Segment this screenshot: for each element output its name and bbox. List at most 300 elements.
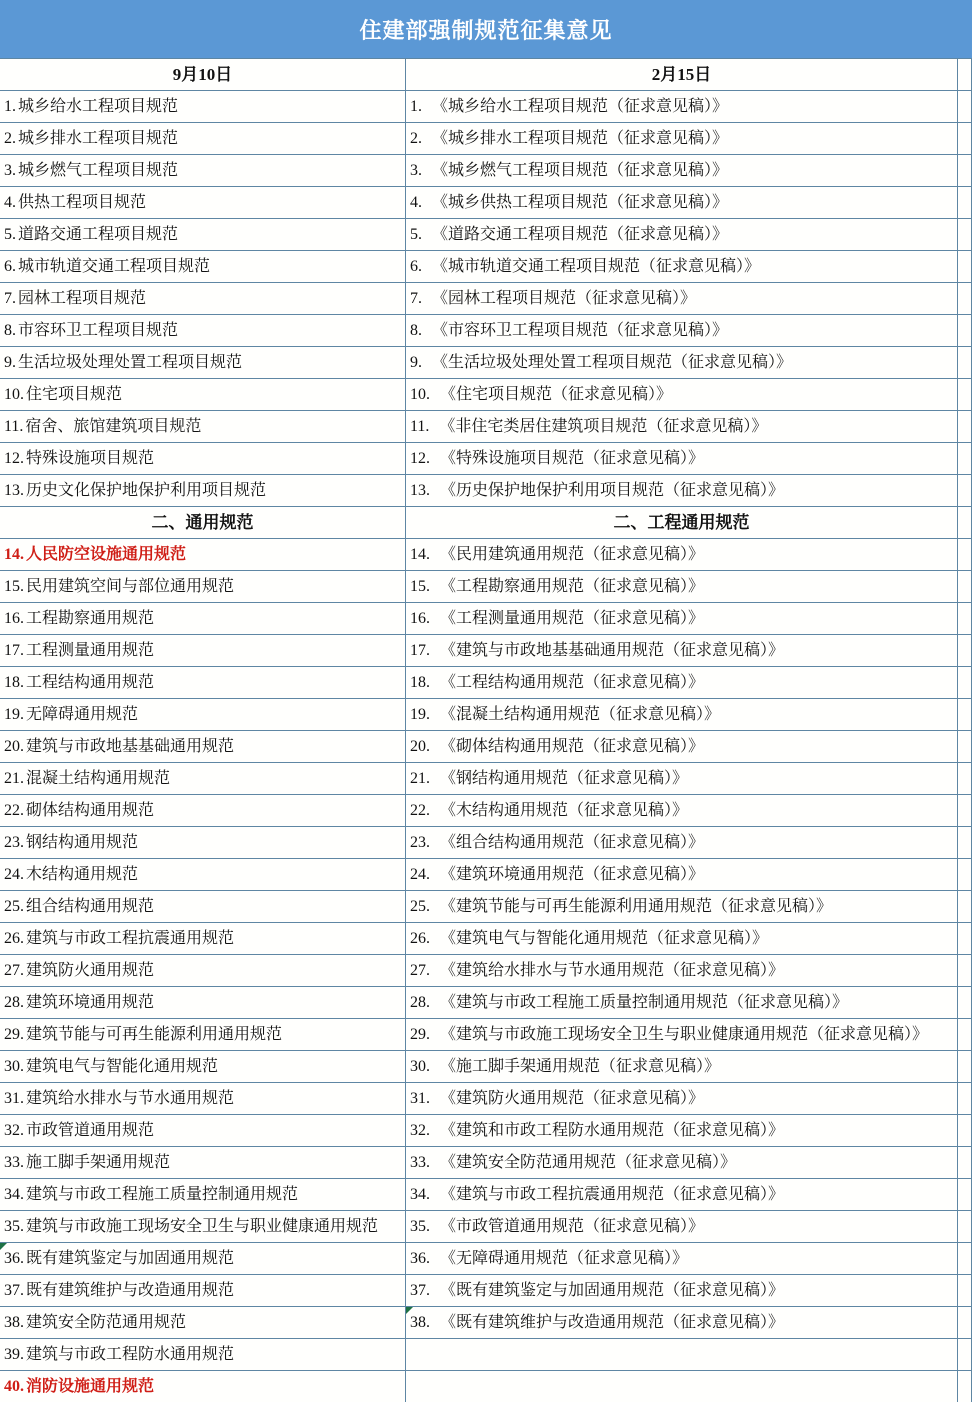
row-number: 28. bbox=[4, 993, 24, 1011]
row-text: 《既有建筑维护与改造通用规范（征求意见稿）》 bbox=[440, 1313, 785, 1331]
row-text: 《城市轨道交通工程项目规范（征求意见稿）》 bbox=[432, 257, 761, 275]
edge-cell bbox=[958, 891, 972, 922]
cell-right[interactable] bbox=[406, 539, 958, 570]
edge-cell bbox=[958, 251, 972, 282]
table-row bbox=[0, 955, 972, 987]
edge-cell bbox=[958, 827, 972, 858]
table-row bbox=[0, 155, 972, 187]
row-text: 道路交通工程项目规范 bbox=[18, 225, 179, 243]
cell-left[interactable] bbox=[0, 1115, 406, 1146]
row-number: 37. bbox=[410, 1281, 430, 1299]
cell-left[interactable] bbox=[0, 731, 406, 762]
row-number: 36. bbox=[410, 1249, 430, 1267]
cell-left[interactable] bbox=[0, 635, 406, 666]
row-text: 市容环卫工程项目规范 bbox=[18, 321, 179, 339]
row-text: 《工程测量通用规范（征求意见稿）》 bbox=[440, 609, 705, 627]
cell-right[interactable] bbox=[406, 827, 958, 858]
cell-left[interactable] bbox=[0, 1051, 406, 1082]
cell-left[interactable] bbox=[0, 283, 406, 314]
edge-cell bbox=[958, 347, 972, 378]
cell-right[interactable] bbox=[406, 1051, 958, 1082]
cell-left[interactable] bbox=[0, 763, 406, 794]
row-text: 民用建筑空间与部位通用规范 bbox=[26, 577, 235, 595]
section-label-left: 二、通用规范 bbox=[151, 513, 254, 532]
edge-cell bbox=[958, 1179, 972, 1210]
edge-cell bbox=[958, 1051, 972, 1082]
row-text: 《建筑与市政地基基础通用规范（征求意见稿）》 bbox=[440, 641, 785, 659]
cell-right[interactable] bbox=[406, 1019, 958, 1050]
cell-right[interactable] bbox=[406, 1211, 958, 1242]
cell-left[interactable] bbox=[0, 251, 406, 282]
edge-cell bbox=[958, 283, 972, 314]
row-text: 人民防空设施通用规范 bbox=[26, 545, 187, 563]
edge-cell bbox=[958, 795, 972, 826]
table-row bbox=[0, 763, 972, 795]
row-number: 6. bbox=[410, 257, 422, 275]
cell-left[interactable] bbox=[0, 1147, 406, 1178]
table-row bbox=[0, 667, 972, 699]
table-row bbox=[0, 1179, 972, 1211]
table-row bbox=[0, 1083, 972, 1115]
row-number: 35. bbox=[410, 1217, 430, 1235]
cell-right[interactable] bbox=[406, 187, 958, 218]
cell-right[interactable] bbox=[406, 923, 958, 954]
cell-left[interactable] bbox=[0, 123, 406, 154]
row-text: 《建筑与市政工程抗震通用规范（征求意见稿）》 bbox=[440, 1185, 785, 1203]
row-text: 《住宅项目规范（征求意见稿）》 bbox=[440, 385, 673, 403]
cell-right[interactable] bbox=[406, 731, 958, 762]
row-text: 历史文化保护地保护利用项目规范 bbox=[26, 481, 267, 499]
cell-left[interactable] bbox=[0, 155, 406, 186]
row-number: 1. bbox=[4, 97, 16, 115]
row-text: 建筑与市政地基基础通用规范 bbox=[26, 737, 235, 755]
row-text: 施工脚手架通用规范 bbox=[26, 1153, 171, 1171]
cell-right[interactable] bbox=[406, 763, 958, 794]
cell-right[interactable] bbox=[406, 1115, 958, 1146]
cell-right[interactable] bbox=[406, 283, 958, 314]
edge-cell bbox=[958, 731, 972, 762]
row-number: 34. bbox=[410, 1185, 430, 1203]
table-row bbox=[0, 123, 972, 155]
row-text: 无障碍通用规范 bbox=[26, 705, 139, 723]
row-text: 工程测量通用规范 bbox=[26, 641, 155, 659]
edge-cell bbox=[958, 443, 972, 474]
edge-cell bbox=[958, 635, 972, 666]
edge-cell bbox=[958, 571, 972, 602]
table-row bbox=[0, 219, 972, 251]
cell-left[interactable] bbox=[0, 507, 406, 538]
row-number: 4. bbox=[4, 193, 16, 211]
cell-left[interactable] bbox=[0, 1339, 406, 1370]
row-text: 砌体结构通用规范 bbox=[26, 801, 155, 819]
row-text: 《城乡燃气工程项目规范（征求意见稿）》 bbox=[432, 161, 729, 179]
table-row bbox=[0, 251, 972, 283]
row-number: 11. bbox=[410, 417, 430, 435]
cell-left[interactable] bbox=[0, 379, 406, 410]
table-row bbox=[0, 1211, 972, 1243]
row-number: 33. bbox=[410, 1153, 430, 1171]
row-text: 《道路交通工程项目规范（征求意见稿）》 bbox=[432, 225, 729, 243]
cell-left[interactable] bbox=[0, 1211, 406, 1242]
row-number: 38. bbox=[410, 1313, 430, 1331]
cell-right[interactable] bbox=[406, 1307, 958, 1338]
row-text: 混凝土结构通用规范 bbox=[26, 769, 171, 787]
cell-left[interactable] bbox=[0, 91, 406, 122]
row-number: 27. bbox=[410, 961, 430, 979]
row-text: 《园林工程项目规范（征求意见稿）》 bbox=[432, 289, 697, 307]
cell-left[interactable] bbox=[0, 187, 406, 218]
cell-right[interactable] bbox=[406, 891, 958, 922]
row-number: 25. bbox=[4, 897, 24, 915]
cell-left[interactable] bbox=[0, 827, 406, 858]
table-row bbox=[0, 635, 972, 667]
cell-right[interactable] bbox=[406, 443, 958, 474]
row-number: 18. bbox=[410, 673, 430, 691]
table-header-row bbox=[0, 59, 972, 91]
cell-right[interactable] bbox=[406, 699, 958, 730]
row-number: 34. bbox=[4, 1185, 24, 1203]
row-text: 《砌体结构通用规范（征求意见稿）》 bbox=[440, 737, 705, 755]
cell-right[interactable] bbox=[406, 1179, 958, 1210]
row-text: 建筑安全防范通用规范 bbox=[26, 1313, 187, 1331]
edge-cell bbox=[958, 1275, 972, 1306]
row-text: 《市容环卫工程项目规范（征求意见稿）》 bbox=[432, 321, 729, 339]
row-text: 《城乡供热工程项目规范（征求意见稿）》 bbox=[432, 193, 729, 211]
edge-cell bbox=[958, 1083, 972, 1114]
row-number: 3. bbox=[4, 161, 16, 179]
table-row bbox=[0, 571, 972, 603]
cell-right[interactable] bbox=[406, 1275, 958, 1306]
row-text: 城市轨道交通工程项目规范 bbox=[18, 257, 211, 275]
cell-left[interactable] bbox=[0, 219, 406, 250]
row-text: 《市政管道通用规范（征求意见稿）》 bbox=[440, 1217, 705, 1235]
row-number: 36. bbox=[4, 1249, 24, 1267]
row-number: 18. bbox=[4, 673, 24, 691]
table-row bbox=[0, 1243, 972, 1275]
table-row bbox=[0, 1275, 972, 1307]
edge-cell bbox=[958, 123, 972, 154]
row-number: 28. bbox=[410, 993, 430, 1011]
row-number: 3. bbox=[410, 161, 422, 179]
row-number: 25. bbox=[410, 897, 430, 915]
cell-right[interactable] bbox=[406, 1339, 958, 1370]
cell-left[interactable] bbox=[0, 603, 406, 634]
row-text: 《施工脚手架通用规范（征求意见稿）》 bbox=[440, 1057, 721, 1075]
row-text: 《钢结构通用规范（征求意见稿）》 bbox=[440, 769, 689, 787]
row-number: 8. bbox=[410, 321, 422, 339]
cell-left[interactable] bbox=[0, 859, 406, 890]
table-row bbox=[0, 1051, 972, 1083]
row-number: 29. bbox=[410, 1025, 430, 1043]
row-number: 16. bbox=[410, 609, 430, 627]
row-text: 《历史保护地保护利用项目规范（征求意见稿）》 bbox=[440, 481, 785, 499]
edge-cell bbox=[958, 859, 972, 890]
row-number: 7. bbox=[4, 289, 16, 307]
edge-cell bbox=[958, 1211, 972, 1242]
row-text: 建筑防火通用规范 bbox=[26, 961, 155, 979]
cell-right[interactable] bbox=[406, 379, 958, 410]
row-text: 钢结构通用规范 bbox=[26, 833, 139, 851]
cell-right[interactable] bbox=[406, 91, 958, 122]
row-number: 24. bbox=[410, 865, 430, 883]
cell-right[interactable] bbox=[406, 955, 958, 986]
row-number: 32. bbox=[4, 1121, 24, 1139]
row-number: 9. bbox=[410, 353, 422, 371]
section-label-right: 二、工程通用规范 bbox=[613, 513, 750, 532]
cell-left[interactable] bbox=[0, 1019, 406, 1050]
cell-right[interactable] bbox=[406, 635, 958, 666]
cell-right[interactable] bbox=[406, 1243, 958, 1274]
cell-left[interactable] bbox=[0, 571, 406, 602]
row-text: 特殊设施项目规范 bbox=[26, 449, 155, 467]
cell-left[interactable] bbox=[0, 443, 406, 474]
row-number: 8. bbox=[4, 321, 16, 339]
row-text: 《无障碍通用规范（征求意见稿）》 bbox=[440, 1249, 689, 1267]
cell-left[interactable] bbox=[0, 1307, 406, 1338]
row-number: 2. bbox=[410, 129, 422, 147]
table-row bbox=[0, 1339, 972, 1371]
edge-cell bbox=[958, 1243, 972, 1274]
cell-right[interactable] bbox=[406, 1083, 958, 1114]
row-text: 既有建筑维护与改造通用规范 bbox=[26, 1281, 235, 1299]
page-title: 住建部强制规范征集意见 bbox=[0, 0, 972, 58]
row-text: 《工程勘察通用规范（征求意见稿）》 bbox=[440, 577, 705, 595]
row-number: 5. bbox=[410, 225, 422, 243]
row-text: 城乡给水工程项目规范 bbox=[18, 97, 179, 115]
cell-right[interactable] bbox=[406, 315, 958, 346]
edge-cell bbox=[958, 603, 972, 634]
table-row bbox=[0, 827, 972, 859]
table-row bbox=[0, 1019, 972, 1051]
row-text: 《建筑防火通用规范（征求意见稿）》 bbox=[440, 1089, 705, 1107]
table-row bbox=[0, 987, 972, 1019]
row-text: 建筑与市政工程施工质量控制通用规范 bbox=[26, 1185, 299, 1203]
row-text: 《建筑与市政工程施工质量控制通用规范（征求意见稿）》 bbox=[440, 993, 849, 1011]
row-text: 《建筑和市政工程防水通用规范（征求意见稿）》 bbox=[440, 1121, 785, 1139]
row-number: 16. bbox=[4, 609, 24, 627]
cell-right[interactable] bbox=[406, 251, 958, 282]
row-text: 建筑节能与可再生能源利用通用规范 bbox=[26, 1025, 283, 1043]
table-row bbox=[0, 891, 972, 923]
cell-left[interactable] bbox=[0, 667, 406, 698]
row-number: 27. bbox=[4, 961, 24, 979]
row-number: 32. bbox=[410, 1121, 430, 1139]
cell-right[interactable] bbox=[406, 1371, 958, 1402]
cell-left[interactable] bbox=[0, 315, 406, 346]
table-row bbox=[0, 795, 972, 827]
table-row bbox=[0, 315, 972, 347]
standards-table bbox=[0, 58, 972, 1402]
cell-right[interactable] bbox=[406, 1147, 958, 1178]
cell-right[interactable] bbox=[406, 219, 958, 250]
edge-cell bbox=[958, 315, 972, 346]
cell-right[interactable] bbox=[406, 123, 958, 154]
edge-cell bbox=[958, 987, 972, 1018]
row-text: 建筑环境通用规范 bbox=[26, 993, 155, 1011]
row-number: 13. bbox=[410, 481, 430, 499]
row-number: 30. bbox=[4, 1057, 24, 1075]
cell-left[interactable] bbox=[0, 955, 406, 986]
row-number: 37. bbox=[4, 1281, 24, 1299]
cell-right[interactable] bbox=[406, 475, 958, 506]
edge-cell bbox=[958, 379, 972, 410]
cell-right[interactable] bbox=[406, 507, 958, 538]
cell-right[interactable] bbox=[406, 155, 958, 186]
row-number: 19. bbox=[410, 705, 430, 723]
edge-cell bbox=[958, 1115, 972, 1146]
edge-cell bbox=[958, 475, 972, 506]
cell-left[interactable] bbox=[0, 1371, 406, 1402]
row-number: 15. bbox=[4, 577, 24, 595]
row-number: 6. bbox=[4, 257, 16, 275]
table-row bbox=[0, 923, 972, 955]
edge-cell bbox=[958, 1307, 972, 1338]
row-number: 10. bbox=[410, 385, 430, 403]
row-text: 市政管道通用规范 bbox=[26, 1121, 155, 1139]
table-row bbox=[0, 443, 972, 475]
edge-cell bbox=[958, 411, 972, 442]
row-number: 26. bbox=[410, 929, 430, 947]
table-row bbox=[0, 475, 972, 507]
row-number: 14. bbox=[410, 545, 430, 563]
section-row bbox=[0, 507, 972, 539]
table-row bbox=[0, 1147, 972, 1179]
row-text: 《建筑电气与智能化通用规范（征求意见稿）》 bbox=[440, 929, 769, 947]
cell-left[interactable] bbox=[0, 1275, 406, 1306]
cell-right[interactable] bbox=[406, 987, 958, 1018]
table-row bbox=[0, 347, 972, 379]
row-text: 《建筑节能与可再生能源利用通用规范（征求意见稿）》 bbox=[440, 897, 833, 915]
cell-right[interactable] bbox=[406, 795, 958, 826]
row-number: 14. bbox=[4, 545, 24, 563]
cell-left[interactable] bbox=[0, 1243, 406, 1274]
row-text: 建筑与市政工程防水通用规范 bbox=[26, 1345, 235, 1363]
row-text: 宿舍、旅馆建筑项目规范 bbox=[25, 417, 202, 435]
row-text: 园林工程项目规范 bbox=[18, 289, 147, 307]
row-number: 31. bbox=[410, 1089, 430, 1107]
row-number: 29. bbox=[4, 1025, 24, 1043]
cell-right[interactable] bbox=[406, 603, 958, 634]
table-row bbox=[0, 603, 972, 635]
row-text: 组合结构通用规范 bbox=[26, 897, 155, 915]
row-text: 《建筑安全防范通用规范（征求意见稿）》 bbox=[440, 1153, 737, 1171]
row-text: 供热工程项目规范 bbox=[18, 193, 147, 211]
table-row bbox=[0, 1371, 972, 1402]
row-text: 木结构通用规范 bbox=[26, 865, 139, 883]
cell-left[interactable] bbox=[0, 1083, 406, 1114]
table-row bbox=[0, 91, 972, 123]
edge-cell bbox=[958, 699, 972, 730]
edge-cell bbox=[958, 955, 972, 986]
row-number: 24. bbox=[4, 865, 24, 883]
cell-left[interactable] bbox=[0, 1179, 406, 1210]
row-text: 城乡排水工程项目规范 bbox=[18, 129, 179, 147]
edge-cell bbox=[958, 539, 972, 570]
row-text: 《建筑给水排水与节水通用规范（征求意见稿）》 bbox=[440, 961, 785, 979]
row-number: 12. bbox=[4, 449, 24, 467]
row-number: 2. bbox=[4, 129, 16, 147]
edge-cell bbox=[958, 1019, 972, 1050]
cell-right[interactable] bbox=[406, 667, 958, 698]
row-number: 17. bbox=[4, 641, 24, 659]
row-number: 1. bbox=[410, 97, 422, 115]
cell-left[interactable] bbox=[0, 699, 406, 730]
edge-cell bbox=[958, 1371, 972, 1402]
column-header-right[interactable]: 2月15日 bbox=[406, 59, 958, 90]
row-number: 22. bbox=[4, 801, 24, 819]
row-text: 工程勘察通用规范 bbox=[26, 609, 155, 627]
cell-right[interactable] bbox=[406, 347, 958, 378]
edge-cell bbox=[958, 187, 972, 218]
row-number: 5. bbox=[4, 225, 16, 243]
table-row bbox=[0, 1115, 972, 1147]
row-text: 《建筑环境通用规范（征求意见稿）》 bbox=[440, 865, 705, 883]
cell-left[interactable] bbox=[0, 795, 406, 826]
row-number: 40. bbox=[4, 1377, 24, 1395]
row-number: 17. bbox=[410, 641, 430, 659]
row-text: 《组合结构通用规范（征求意见稿）》 bbox=[440, 833, 705, 851]
row-number: 26. bbox=[4, 929, 24, 947]
row-text: 《城乡排水工程项目规范（征求意见稿）》 bbox=[432, 129, 729, 147]
row-number: 38. bbox=[4, 1313, 24, 1331]
row-number: 15. bbox=[410, 577, 430, 595]
row-number: 30. bbox=[410, 1057, 430, 1075]
row-text: 《工程结构通用规范（征求意见稿）》 bbox=[440, 673, 705, 691]
row-text: 消防设施通用规范 bbox=[26, 1377, 155, 1395]
row-number: 20. bbox=[410, 737, 430, 755]
row-number: 13. bbox=[4, 481, 24, 499]
edge-cell bbox=[958, 1147, 972, 1178]
cell-left[interactable] bbox=[0, 411, 406, 442]
table-row bbox=[0, 699, 972, 731]
edge-cell bbox=[958, 923, 972, 954]
row-text: 城乡燃气工程项目规范 bbox=[18, 161, 179, 179]
edge-cell bbox=[958, 1339, 972, 1370]
table-row bbox=[0, 187, 972, 219]
table-row bbox=[0, 731, 972, 763]
table-row bbox=[0, 1307, 972, 1339]
cell-right[interactable] bbox=[406, 411, 958, 442]
cell-left[interactable] bbox=[0, 475, 406, 506]
cell-left[interactable] bbox=[0, 987, 406, 1018]
row-text: 《特殊设施项目规范（征求意见稿）》 bbox=[440, 449, 705, 467]
row-text: 建筑与市政工程抗震通用规范 bbox=[26, 929, 235, 947]
row-number: 21. bbox=[410, 769, 430, 787]
row-text: 《建筑与市政施工现场安全卫生与职业健康通用规范（征求意见稿）》 bbox=[440, 1025, 929, 1043]
row-number: 9. bbox=[4, 353, 16, 371]
table-row bbox=[0, 411, 972, 443]
row-text: 《城乡给水工程项目规范（征求意见稿）》 bbox=[432, 97, 729, 115]
row-text: 生活垃圾处理处置工程项目规范 bbox=[18, 353, 243, 371]
row-text: 工程结构通用规范 bbox=[26, 673, 155, 691]
cell-left[interactable] bbox=[0, 539, 406, 570]
edge-cell bbox=[958, 219, 972, 250]
cell-left[interactable] bbox=[0, 923, 406, 954]
cell-right[interactable] bbox=[406, 571, 958, 602]
column-header-left[interactable]: 9月10日 bbox=[0, 59, 406, 90]
cell-left[interactable] bbox=[0, 347, 406, 378]
row-number: 11. bbox=[4, 417, 24, 435]
table-row bbox=[0, 379, 972, 411]
cell-right[interactable] bbox=[406, 859, 958, 890]
row-number: 22. bbox=[410, 801, 430, 819]
row-number: 35. bbox=[4, 1217, 24, 1235]
cell-left[interactable] bbox=[0, 891, 406, 922]
row-text: 建筑给水排水与节水通用规范 bbox=[26, 1089, 235, 1107]
row-number: 10. bbox=[4, 385, 24, 403]
row-text: 建筑与市政施工现场安全卫生与职业健康通用规范 bbox=[26, 1217, 379, 1235]
edge-cell bbox=[958, 155, 972, 186]
